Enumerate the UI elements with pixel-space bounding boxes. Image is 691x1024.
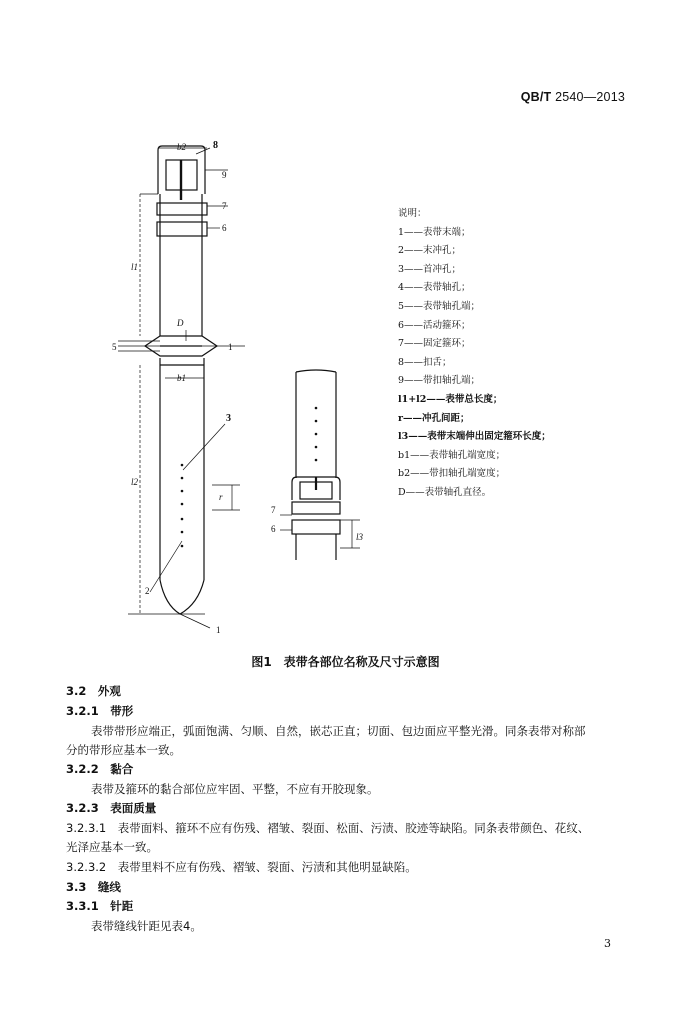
legend-item: b2——带扣轴孔端宽度； bbox=[398, 468, 506, 480]
legend-item: D——表带轴孔直径。 bbox=[398, 486, 492, 498]
label-l1: l1 bbox=[131, 262, 139, 272]
figure-legend bbox=[398, 205, 551, 503]
subsection-heading: 3.2.2 黏合 bbox=[66, 762, 134, 776]
paragraph-line: 表带带形应端正，弧面饱满、匀顺、自然，嵌芯正直；切面、包边面应平整光滑。同条表带对称部 bbox=[91, 724, 586, 738]
legend-item: r——冲孔间距； bbox=[398, 412, 470, 424]
label-r: r bbox=[219, 492, 223, 502]
paragraph-line: 表带缝线针距见表4。 bbox=[91, 919, 202, 933]
legend-item: b1——表带轴孔端宽度； bbox=[398, 449, 506, 461]
label-6: 6 bbox=[222, 223, 227, 233]
label-D: D bbox=[177, 318, 184, 328]
legend-title: 说明： bbox=[398, 208, 427, 219]
page-number: 3 bbox=[604, 937, 611, 950]
legend-item: 5——表带轴孔端； bbox=[398, 300, 481, 312]
subsection-heading: 3.3.1 针距 bbox=[66, 899, 134, 913]
legend-item: 3——首冲孔； bbox=[398, 263, 462, 275]
label-b1: b1 bbox=[177, 373, 186, 383]
paragraph-line: 3.2.3.1 表带面料、箍环不应有伤残、褶皱、裂面、松面、污渍、胶迹等缺陷。同条表带颜色、花纹、 bbox=[66, 821, 590, 835]
label-7: 7 bbox=[222, 201, 227, 211]
label-3: 3 bbox=[226, 413, 231, 424]
label-b2: b2 bbox=[177, 142, 186, 152]
label-2: 2 bbox=[145, 586, 150, 596]
legend-item: 1——表带末端； bbox=[398, 226, 471, 238]
standard-code: QB/T bbox=[520, 90, 552, 104]
label-l2: l2 bbox=[131, 477, 139, 487]
legend-item: 8——扣舌； bbox=[398, 356, 452, 368]
label-8: 8 bbox=[213, 140, 218, 151]
legend-item: 2——末冲孔； bbox=[398, 245, 462, 257]
label-5: 5 bbox=[112, 342, 117, 352]
legend-item: 4——表带轴孔； bbox=[398, 282, 471, 294]
legend-item: 6——活动箍环； bbox=[398, 319, 471, 331]
section-heading: 3.2 外观 bbox=[66, 684, 121, 698]
section-heading: 3.3 缝线 bbox=[66, 880, 121, 894]
label-9: 9 bbox=[222, 170, 227, 180]
legend-item: l1+l2——表带总长度； bbox=[398, 393, 503, 405]
standard-number: 2540—2013 bbox=[555, 90, 625, 104]
label-l3: l3 bbox=[356, 532, 364, 542]
label-1a: 1 bbox=[228, 342, 233, 352]
legend-item: 7——固定箍环； bbox=[398, 338, 471, 350]
paragraph-line: 表带及箍环的黏合部位应牢固、平整，不应有开胶现象。 bbox=[91, 782, 379, 796]
paragraph-line: 光泽应基本一致。 bbox=[66, 840, 158, 854]
subsection-heading: 3.2.3 表面质量 bbox=[66, 801, 157, 815]
legend-item: l3——表带末端伸出固定箍环长度； bbox=[398, 431, 551, 443]
label-1b: 1 bbox=[216, 625, 221, 635]
paragraph-line: 分的带形应基本一致。 bbox=[66, 743, 181, 757]
figure-caption: 图1 表带各部位名称及尺寸示意图 bbox=[251, 655, 440, 669]
label-7b: 7 bbox=[271, 505, 276, 515]
legend-item: 9——带扣轴孔端； bbox=[398, 375, 481, 387]
paragraph-line: 3.2.3.2 表带里料不应有伤残、褶皱、裂面、污渍和其他明显缺陷。 bbox=[66, 860, 417, 874]
subsection-heading: 3.2.1 带形 bbox=[66, 704, 134, 718]
label-6b: 6 bbox=[271, 524, 276, 534]
